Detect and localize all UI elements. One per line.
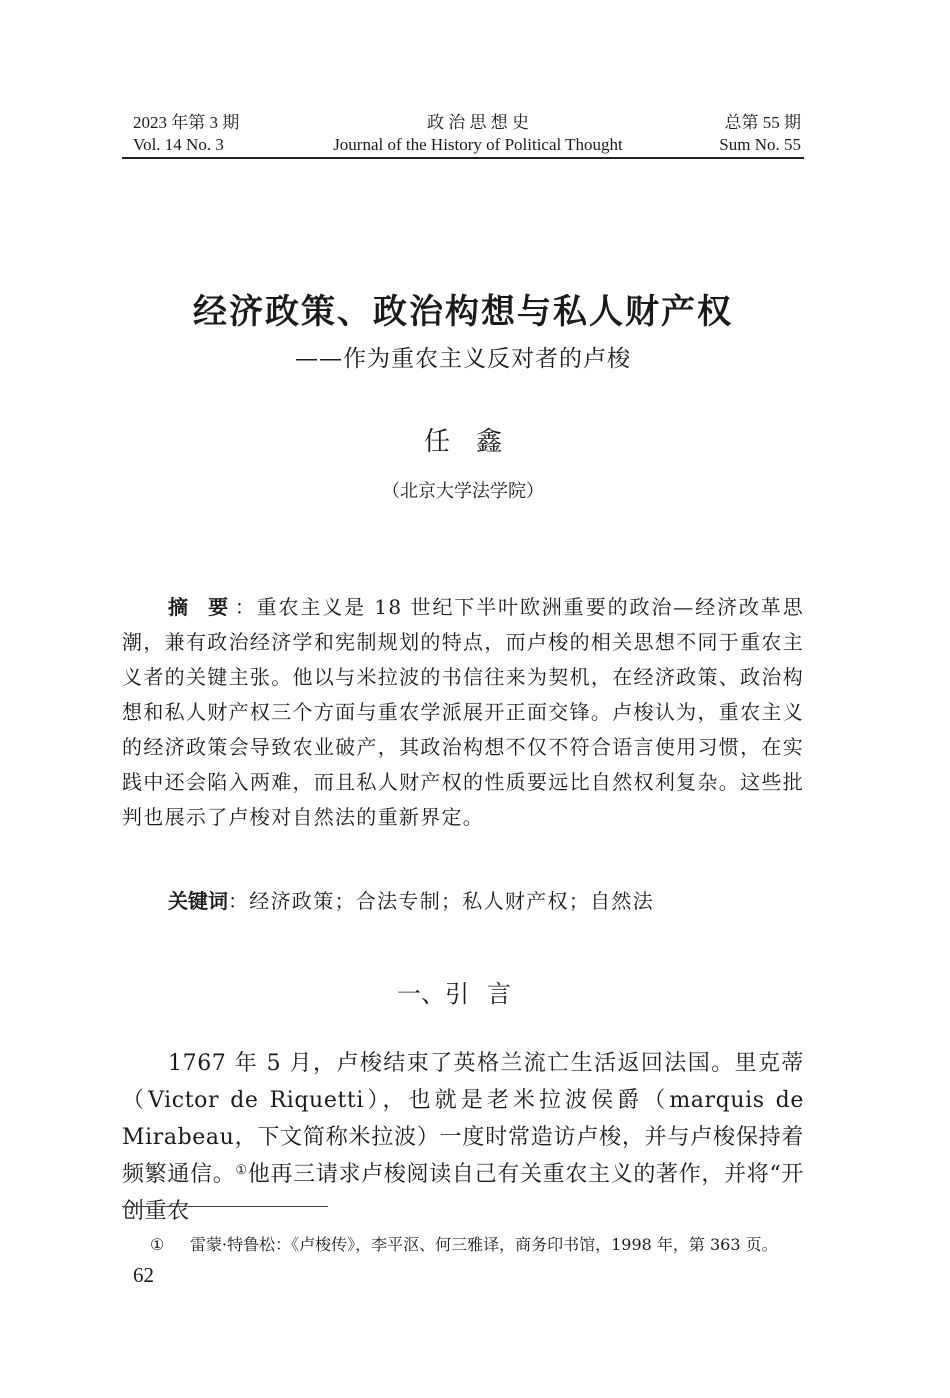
total-cn: 总第 55 期 [724, 113, 801, 132]
keywords-text: ：经济政策；合法专制；私人财产权；自然法 [228, 889, 654, 913]
keywords-label: 关键词 [168, 889, 228, 913]
abstract-text: ：重农主义是 18 世纪下半叶欧洲重要的政治—经济改革思潮，兼有政治经济学和宪制规划的特点，而卢梭的相关思想不同于重农主义者的关键主张。他以与米拉波的书信往来为契机，在经济政策、政治构想和私人财产权三个方面与重农学派展开正面交锋。卢梭认为，重农主义的经济政策会导致农业破产，其政治构想不仅不符合语言使用习惯，在实践中还会陷入两难，而且私人财产权的性质要远比自然权利复杂。这些批判也展示了卢梭对自然法的重新界定。 [122, 595, 804, 829]
abstract-label: 摘 要 [168, 595, 235, 619]
footnote-text: 雷蒙·特鲁松：《卢梭传》，李平沤、何三雅译，商务印书馆，1998 年，第 363 页。 [190, 1235, 778, 1254]
issue-cn: 2023 年第 3 期 [133, 113, 240, 132]
page-number: 62 [133, 1263, 154, 1287]
total-issue [680, 112, 801, 156]
keywords [122, 884, 804, 918]
total-en: Sum No. 55 [719, 135, 801, 154]
journal-cn: 政 治 思 想 史 [427, 113, 529, 132]
body-paragraph [122, 1045, 804, 1230]
issue-en: Vol. 14 No. 3 [133, 135, 224, 154]
article-subtitle: ——作为重农主义反对者的卢梭 [295, 346, 631, 372]
abstract [122, 590, 804, 835]
article-title: 经济政策、政治构想与私人财产权 [193, 292, 733, 332]
section-heading [122, 976, 804, 1012]
section-number: 一、 [397, 980, 445, 1008]
body-continuation: 他再三请求卢梭阅读自己有关重农主义的著作，并将“开创重农 [122, 1162, 804, 1224]
journal-name [300, 112, 656, 156]
footnote-ref[interactable]: ① [235, 1163, 248, 1178]
issue-info [133, 112, 239, 156]
body-text: 1767 年 5 月，卢梭结束了英格兰流亡生活返回法国。里克蒂（Victor de Riquetti），也就是老米拉波侯爵（marquis de Mirabeau，下文简称米拉波）一度时常造访卢梭，并与卢梭保持着频繁通信。 [122, 1051, 804, 1187]
footnote-mark: ① [150, 1235, 165, 1254]
journal-en: Journal of the History of Political Thought [333, 135, 623, 154]
footnote [150, 1233, 800, 1257]
section-title: 引言 [445, 980, 529, 1008]
header-rule [122, 157, 804, 159]
author-affiliation: （北京大学法学院） [382, 481, 544, 502]
footnote-rule [122, 1206, 328, 1207]
author-name: 任鑫 [423, 427, 528, 457]
